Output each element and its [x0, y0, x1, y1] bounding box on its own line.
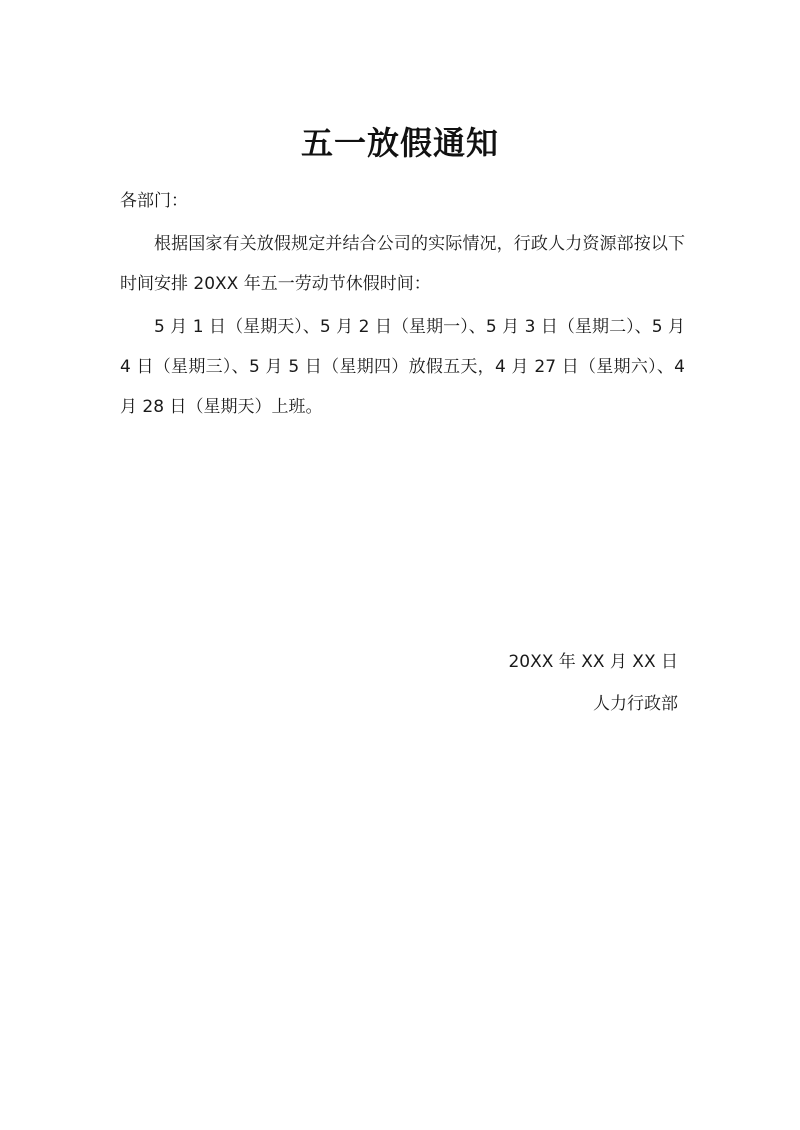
signature-date: 20XX 年 XX 月 XX 日 — [508, 652, 678, 672]
signature-department: 人力行政部 — [593, 694, 678, 714]
paragraph-intro — [120, 224, 685, 304]
paragraph-schedule-text: 5 月 1 日（星期天）、5 月 2 日（星期一）、5 月 3 日（星期二）、5 月 4 日（星期三）、5 月 5 日（星期四）放假五天，4 月 27 日（星期六）、4 月 28 日（星期天）上班。 — [120, 317, 685, 417]
salutation: 各部门： — [120, 191, 188, 211]
paragraph-schedule — [120, 307, 685, 427]
paragraph-intro-text: 根据国家有关放假规定并结合公司的实际情况，行政人力资源部按以下时间安排 20XX 年五一劳动节休假时间： — [120, 234, 685, 294]
document-title: 五一放假通知 — [300, 124, 499, 162]
